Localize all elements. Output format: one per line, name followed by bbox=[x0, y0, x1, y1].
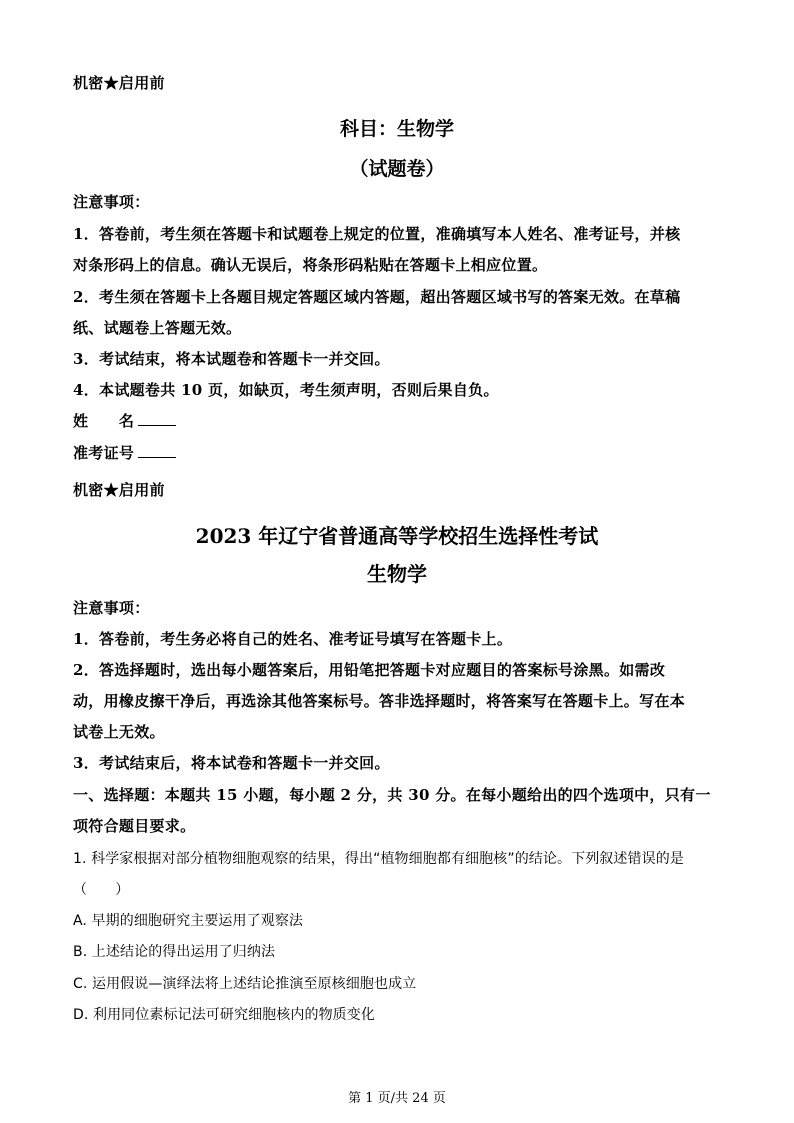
question-stem: 1. 科学家根据对部分植物细胞观察的结果，得出“植物细胞都有细胞核”的结论。下列叙述错误的是 bbox=[73, 851, 684, 867]
subject-title: 科目：生物学 bbox=[339, 118, 454, 140]
note-line: 纸、试题卷上答题无效。 bbox=[73, 319, 242, 337]
option-b: B. 上述结论的得出运用了归纳法 bbox=[73, 944, 276, 960]
name-label: 姓 名 bbox=[73, 412, 135, 430]
note-line: 3．考试结束，将本试题卷和答题卡一并交回。 bbox=[73, 350, 390, 368]
answer-bracket: （ ） bbox=[73, 882, 130, 898]
id-field bbox=[73, 442, 176, 463]
confidential-label: 机密★启用前 bbox=[73, 74, 165, 92]
note-line: 4．本试题卷共 10 页，如缺页，考生须声明，否则后果自负。 bbox=[73, 381, 499, 399]
id-blank bbox=[138, 443, 176, 458]
section-heading: 一、选择题：本题共 15 小题，每小题 2 分，共 30 分。在每小题给出的四个选项中，只有一 bbox=[73, 786, 711, 804]
note-line: 试卷上无效。 bbox=[73, 723, 165, 741]
note-line: 2．考生须在答题卡上各题目规定答题区域内答题，超出答题区域书写的答案无效。在草稿 bbox=[73, 288, 681, 306]
note-line: 1．答卷前，考生务必将自己的姓名、准考证号填写在答题卡上。 bbox=[73, 630, 513, 648]
note-line: 1．答卷前，考生须在答题卡和试题卷上规定的位置，准确填写本人姓名、准考证号，并核 bbox=[73, 225, 681, 243]
name-field bbox=[73, 410, 176, 431]
page-number: 第 1 页/共 24 页 bbox=[348, 1091, 446, 1106]
option-a: A. 早期的细胞研究主要运用了观察法 bbox=[73, 913, 304, 929]
confidential-label: 机密★启用前 bbox=[73, 481, 165, 499]
exam-subject: 生物学 bbox=[367, 562, 427, 586]
notes-heading: 注意事项： bbox=[73, 599, 150, 617]
option-c: C. 运用假说—演绎法将上述结论推演至原核细胞也成立 bbox=[73, 976, 417, 992]
note-line: 对条形码上的信息。确认无误后，将条形码粘贴在答题卡上相应位置。 bbox=[73, 256, 548, 274]
note-line: 动，用橡皮擦干净后，再选涂其他答案标号。答非选择题时，将答案写在答题卡上。写在本 bbox=[73, 692, 686, 710]
note-line: 2．答选择题时，选出每小题答案后，用铅笔把答题卡对应题目的答案标号涂黑。如需改 bbox=[73, 661, 666, 679]
volume-title: （试题卷） bbox=[349, 158, 445, 180]
option-d: D. 利用同位素标记法可研究细胞核内的物质变化 bbox=[73, 1007, 375, 1023]
section-heading: 项符合题目要求。 bbox=[73, 817, 196, 835]
name-blank bbox=[138, 411, 176, 426]
id-label: 准考证号 bbox=[73, 444, 135, 462]
notes-heading: 注意事项： bbox=[73, 193, 150, 211]
exam-title: 2023 年辽宁省普通高等学校招生选择性考试 bbox=[195, 524, 599, 548]
note-line: 3．考试结束后，将本试卷和答题卡一并交回。 bbox=[73, 754, 390, 772]
